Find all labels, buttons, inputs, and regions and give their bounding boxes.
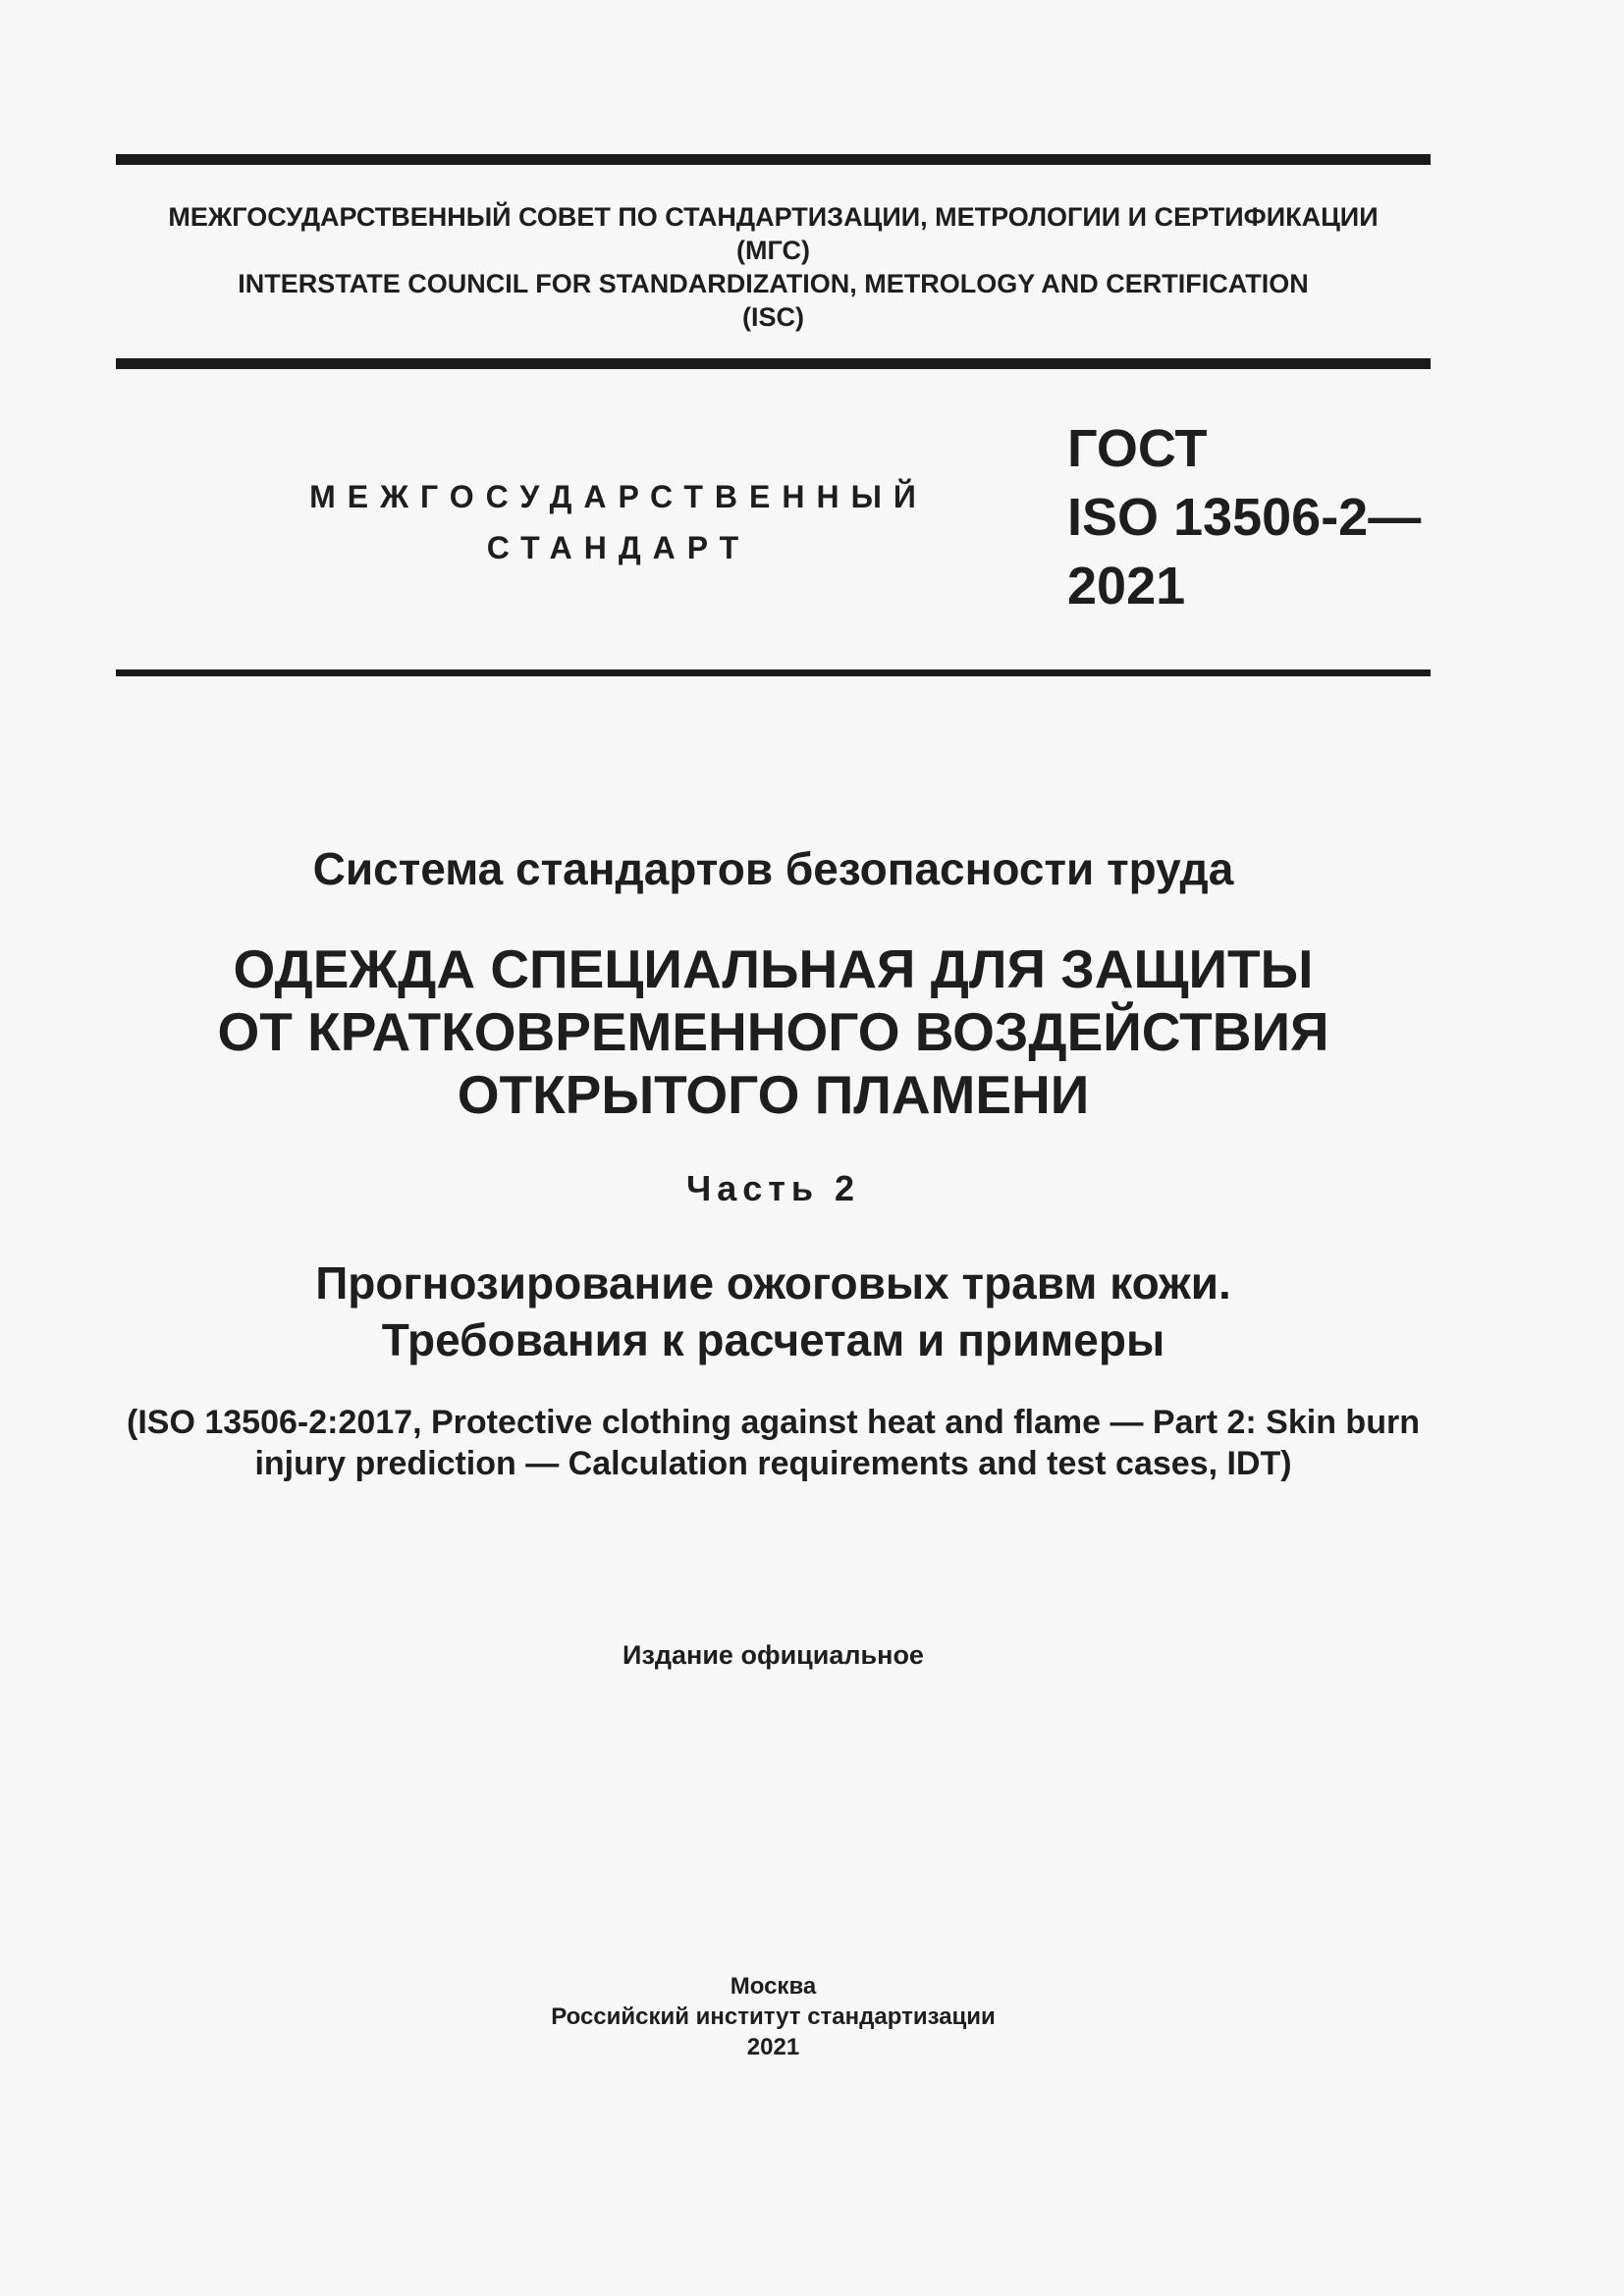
- main-title-line3: ОТКРЫТОГО ПЛАМЕНИ: [457, 1064, 1090, 1125]
- standard-code-line3: 2021: [1067, 557, 1186, 615]
- publisher-city: Москва: [730, 1973, 817, 2000]
- subtitle-line2: Требования к расчетам и примеры: [381, 1314, 1165, 1365]
- standard-kind-line1: МЕЖГОСУДАРСТВЕННЫЙ: [309, 479, 928, 514]
- publisher-year: 2021: [746, 2034, 800, 2060]
- council-abbr-en: (ISC): [742, 302, 804, 332]
- top-rule: [116, 154, 1431, 165]
- main-title-line2: ОТ КРАТКОВРЕМЕННОГО ВОЗДЕЙСТВИЯ: [217, 1001, 1329, 1062]
- standard-code-line1: ГОСТ: [1067, 419, 1208, 478]
- iso-reference-line1: (ISO 13506-2:2017, Protective clothing against heat and flame — Part 2: Skin burn: [127, 1404, 1420, 1441]
- header-rule: [116, 358, 1431, 369]
- council-name-en: INTERSTATE COUNCIL FOR STANDARDIZATION, METROLOGY AND CERTIFICATION: [238, 269, 1309, 298]
- subtitle-line1: Прогнозирование ожоговых травм кожи.: [315, 1257, 1231, 1308]
- council-header: [116, 200, 1431, 334]
- publisher-block: [116, 1971, 1431, 2062]
- standard-code: [1067, 414, 1421, 620]
- standard-kind-line2: СТАНДАРТ: [486, 530, 751, 565]
- subtitle: [116, 1255, 1431, 1368]
- title-rule: [116, 669, 1431, 676]
- standard-kind: [295, 471, 943, 573]
- standard-code-line2: ISO 13506-2—: [1067, 488, 1422, 547]
- system-title: Система стандартов безопасности труда: [312, 843, 1234, 894]
- iso-reference-line2: injury prediction — Calculation requirements and test cases, IDT): [254, 1445, 1292, 1482]
- edition-note: Издание официальное: [623, 1640, 924, 1670]
- main-title: [116, 937, 1431, 1126]
- publisher-institute: Российский институт стандартизации: [551, 2003, 996, 2030]
- part-label: Часть 2: [685, 1168, 861, 1208]
- iso-reference: [116, 1402, 1431, 1484]
- main-title-line1: ОДЕЖДА СПЕЦИАЛЬНАЯ ДЛЯ ЗАЩИТЫ: [233, 938, 1314, 999]
- council-abbr-ru: (МГС): [736, 236, 810, 265]
- council-name-ru: МЕЖГОСУДАРСТВЕННЫЙ СОВЕТ ПО СТАНДАРТИЗАЦИИ, МЕТРОЛОГИИ И СЕРТИФИКАЦИИ: [168, 202, 1379, 232]
